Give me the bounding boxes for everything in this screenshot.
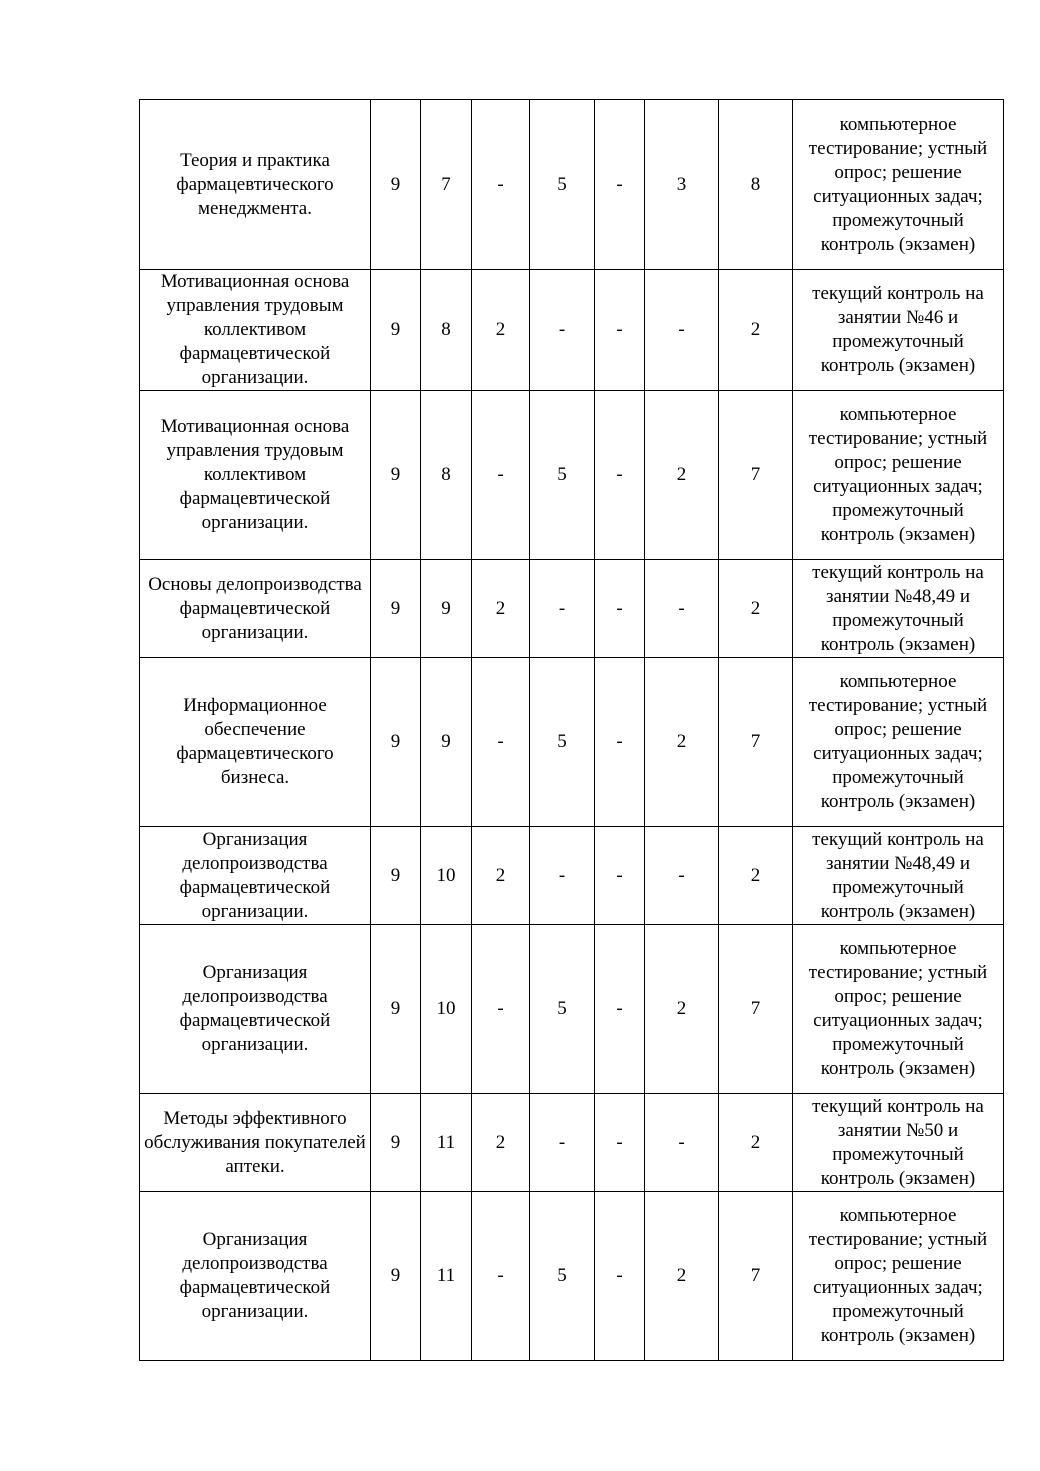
semester-cell: 9 [371,100,421,270]
self-study-hours-cell: - [645,827,719,925]
control-form-cell: компьютерное тестирование; устный опрос; решение ситуационных задач; промежуточный контроль (экзамен) [793,925,1004,1094]
table-row [140,100,1004,270]
lab-hours-cell: - [595,827,645,925]
self-study-hours-cell: - [645,1094,719,1192]
control-form-cell: текущий контроль на занятии №48,49 и промежуточный контроль (экзамен) [793,560,1004,658]
week-cell: 10 [421,827,472,925]
topic-cell: Основы делопроизводства фармацевтической организации. [140,560,371,658]
table-row [140,925,1004,1094]
total-hours-cell: 2 [719,270,793,391]
semester-cell: 9 [371,1192,421,1361]
lecture-hours-cell: - [472,925,530,1094]
practice-hours-cell: 5 [530,658,595,827]
control-form-cell: компьютерное тестирование; устный опрос; решение ситуационных задач; промежуточный контроль (экзамен) [793,658,1004,827]
practice-hours-cell: - [530,270,595,391]
table-row [140,827,1004,925]
practice-hours-cell: - [530,827,595,925]
control-form-cell: компьютерное тестирование; устный опрос; решение ситуационных задач; промежуточный контроль (экзамен) [793,100,1004,270]
lab-hours-cell: - [595,391,645,560]
lab-hours-cell: - [595,658,645,827]
lab-hours-cell: - [595,1192,645,1361]
week-cell: 9 [421,658,472,827]
semester-cell: 9 [371,1094,421,1192]
semester-cell: 9 [371,391,421,560]
self-study-hours-cell: 3 [645,100,719,270]
practice-hours-cell: 5 [530,100,595,270]
control-form-cell: текущий контроль на занятии №50 и промежуточный контроль (экзамен) [793,1094,1004,1192]
self-study-hours-cell: - [645,560,719,658]
total-hours-cell: 2 [719,827,793,925]
topic-cell: Организация делопроизводства фармацевтической организации. [140,1192,371,1361]
lab-hours-cell: - [595,270,645,391]
self-study-hours-cell: 2 [645,1192,719,1361]
total-hours-cell: 8 [719,100,793,270]
week-cell: 10 [421,925,472,1094]
lab-hours-cell: - [595,100,645,270]
topic-cell: Методы эффективного обслуживания покупателей аптеки. [140,1094,371,1192]
semester-cell: 9 [371,925,421,1094]
table-row [140,560,1004,658]
week-cell: 8 [421,270,472,391]
lab-hours-cell: - [595,1094,645,1192]
self-study-hours-cell: - [645,270,719,391]
topic-cell: Информационное обеспечение фармацевтического бизнеса. [140,658,371,827]
total-hours-cell: 2 [719,1094,793,1192]
self-study-hours-cell: 2 [645,658,719,827]
lecture-hours-cell: - [472,100,530,270]
total-hours-cell: 7 [719,1192,793,1361]
practice-hours-cell: 5 [530,1192,595,1361]
control-form-cell: текущий контроль на занятии №48,49 и промежуточный контроль (экзамен) [793,827,1004,925]
week-cell: 7 [421,100,472,270]
lecture-hours-cell: - [472,1192,530,1361]
topic-cell: Мотивационная основа управления трудовым коллективом фармацевтической организации. [140,391,371,560]
control-form-cell: компьютерное тестирование; устный опрос; решение ситуационных задач; промежуточный контроль (экзамен) [793,1192,1004,1361]
table-row [140,391,1004,560]
topic-cell: Организация делопроизводства фармацевтической организации. [140,925,371,1094]
semester-cell: 9 [371,560,421,658]
lecture-hours-cell: - [472,391,530,560]
lecture-hours-cell: 2 [472,560,530,658]
topic-cell: Теория и практика фармацевтического менеджмента. [140,100,371,270]
week-cell: 11 [421,1192,472,1361]
table-row [140,658,1004,827]
control-form-cell: компьютерное тестирование; устный опрос; решение ситуационных задач; промежуточный контроль (экзамен) [793,391,1004,560]
topic-cell: Организация делопроизводства фармацевтической организации. [140,827,371,925]
table-body [140,100,1004,1361]
total-hours-cell: 7 [719,658,793,827]
week-cell: 9 [421,560,472,658]
practice-hours-cell: 5 [530,925,595,1094]
semester-cell: 9 [371,658,421,827]
table-row [140,270,1004,391]
total-hours-cell: 7 [719,391,793,560]
study-plan-table [139,99,1004,1361]
total-hours-cell: 2 [719,560,793,658]
lab-hours-cell: - [595,560,645,658]
practice-hours-cell: - [530,560,595,658]
lecture-hours-cell: - [472,658,530,827]
total-hours-cell: 7 [719,925,793,1094]
topic-cell: Мотивационная основа управления трудовым коллективом фармацевтической организации. [140,270,371,391]
lab-hours-cell: - [595,925,645,1094]
control-form-cell: текущий контроль на занятии №46 и промежуточный контроль (экзамен) [793,270,1004,391]
semester-cell: 9 [371,270,421,391]
lecture-hours-cell: 2 [472,827,530,925]
lecture-hours-cell: 2 [472,1094,530,1192]
week-cell: 11 [421,1094,472,1192]
table-row [140,1192,1004,1361]
practice-hours-cell: - [530,1094,595,1192]
lecture-hours-cell: 2 [472,270,530,391]
week-cell: 8 [421,391,472,560]
self-study-hours-cell: 2 [645,391,719,560]
practice-hours-cell: 5 [530,391,595,560]
self-study-hours-cell: 2 [645,925,719,1094]
semester-cell: 9 [371,827,421,925]
table-row [140,1094,1004,1192]
